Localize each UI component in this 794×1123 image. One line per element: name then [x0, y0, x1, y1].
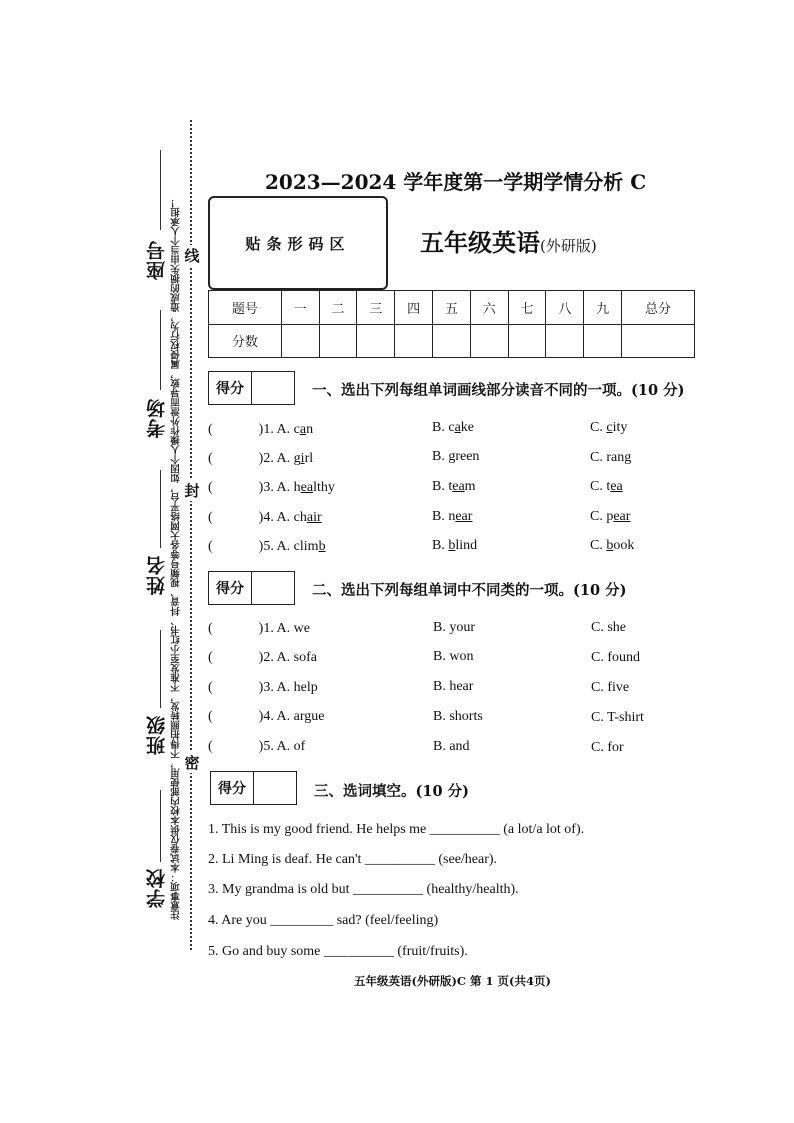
exam-room-line: [160, 310, 161, 390]
answer-paren: (: [208, 451, 213, 466]
cut-word-line: 线: [184, 247, 200, 265]
score-table-cell: 九: [584, 291, 622, 325]
option-a-underlined: i: [300, 451, 305, 466]
option-c-text: C.: [590, 420, 607, 435]
score-table-cell: 一: [281, 291, 319, 325]
option-c: [590, 479, 623, 495]
section1-score-box: [208, 371, 295, 405]
question-number: )1. A.: [258, 422, 294, 437]
option-b: B. your: [433, 620, 475, 635]
cut-word-secret: 密: [184, 754, 200, 772]
edition-label: (外研版): [540, 237, 597, 255]
answer-paren: (: [208, 621, 213, 636]
option-c: C. T-shirt: [591, 710, 644, 725]
option-b-text: lind: [455, 538, 478, 553]
subject-title: [420, 223, 597, 258]
seat-number-line: [160, 150, 161, 230]
exam-title: 2023—2024 学年度第一学期学情分析 C: [265, 170, 647, 194]
question-row: [208, 709, 325, 725]
fill-question: 1. This is my good friend. He helps me __________ (a lot/a lot of).: [208, 822, 585, 837]
option-b: [432, 479, 476, 495]
option-a-text: lthy: [313, 480, 335, 495]
score-table-cell: 八: [546, 291, 584, 325]
option-a-underlined: b: [318, 539, 326, 554]
option-a: )5. A. of: [258, 739, 306, 754]
answer-paren: (: [208, 739, 213, 754]
school-line: [160, 790, 161, 862]
question-row: [208, 422, 313, 438]
option-c-text: C. ran: [590, 450, 625, 465]
question-row: [208, 539, 326, 555]
question-row: [208, 510, 322, 526]
question-row: [208, 680, 318, 696]
score-table-cell: 五: [433, 291, 471, 325]
option-a: )2. A. sofa: [258, 650, 317, 665]
option-a: )3. A. help: [258, 680, 318, 695]
fill-question: 2. Li Ming is deaf. He can't __________ (see/hear).: [208, 852, 498, 867]
score-label: 得分: [209, 572, 252, 604]
score-table-header-row: [209, 291, 695, 325]
option-b-text: B. n: [432, 509, 456, 524]
exam-room-label: 考场: [146, 398, 168, 438]
option-a-text: n: [306, 422, 314, 437]
score-table-cell: 二: [319, 291, 357, 325]
option-b-underlined: a: [454, 420, 461, 435]
name-label: 姓名: [146, 555, 168, 595]
section3-title: 三、选词填空。(10 分): [314, 783, 469, 800]
notice-text: 注意事项：本试卷仅供本校内部使用，不得拍照转发，不准发至小红书、抖音、视频号等各大网络平台，如因个人操作外泄而导致，属侵权行为，造成的损失由当个人承担！: [171, 198, 182, 920]
option-c-underlined: g: [624, 450, 632, 465]
option-b: [432, 509, 472, 525]
option-b-text: reen: [455, 449, 480, 464]
option-c: [590, 538, 634, 554]
option-a-text: g: [293, 451, 301, 466]
score-table-cell: 四: [395, 291, 433, 325]
fill-question: 3. My grandma is old but __________ (healthy/health).: [208, 882, 519, 897]
option-b-underlined: b: [448, 538, 456, 553]
score-table: [208, 290, 695, 358]
score-table-cell: 题号: [209, 291, 282, 325]
section2-title: 二、选出下列每组单词中不同类的一项。(10 分): [312, 582, 627, 599]
option-b-underlined: ear: [455, 509, 473, 524]
answer-paren: (: [208, 650, 213, 665]
option-a-text: c: [293, 422, 300, 437]
score-entry-cell: [357, 324, 395, 358]
question-row: [208, 480, 335, 496]
section3-score-box: [210, 771, 297, 805]
school-label: 学校: [146, 868, 168, 908]
score-table-cell: 三: [357, 291, 395, 325]
score-entry-cell: [622, 324, 695, 358]
option-a-underlined: a: [299, 422, 307, 437]
score-table-cell: 六: [470, 291, 508, 325]
option-b-text: B. c: [432, 420, 455, 435]
score-entry-cell: [508, 324, 546, 358]
option-c-underlined: b: [606, 538, 614, 553]
option-c: C. she: [591, 620, 626, 635]
option-c-underlined: ea: [610, 479, 623, 494]
class-line: [160, 630, 161, 708]
question-row: [208, 451, 313, 467]
option-c: C. five: [591, 680, 630, 695]
question-number: )3. A.: [258, 480, 294, 495]
question-row: [208, 650, 317, 666]
option-a: )4. A. argue: [258, 709, 325, 724]
option-a-underlined: air: [306, 510, 322, 525]
fill-question: 5. Go and buy some __________ (fruit/fruits).: [208, 944, 468, 959]
option-c-text: C.: [590, 538, 607, 553]
score-entry-cell: [395, 324, 433, 358]
answer-paren: (: [208, 422, 213, 437]
score-table-score-row: [209, 324, 695, 358]
score-entry-cell: [584, 324, 622, 358]
option-a-text: h: [293, 480, 301, 495]
score-entry-cell: [319, 324, 357, 358]
option-b: B. won: [433, 649, 474, 664]
subject-name: 五年级英语: [420, 228, 540, 257]
option-b: B. and: [433, 739, 470, 754]
option-b-underlined: ea: [452, 479, 465, 494]
score-table-cell: 总分: [622, 291, 695, 325]
option-a-text: ch: [293, 510, 307, 525]
option-b: [432, 449, 479, 465]
section2-score-box: [208, 571, 295, 605]
score-table-cell: 七: [508, 291, 546, 325]
option-a-text: clim: [293, 539, 319, 554]
score-label: 得分: [211, 772, 254, 804]
answer-paren: (: [208, 680, 213, 695]
score-label: 得分: [209, 372, 252, 404]
option-b-underlined: g: [448, 449, 456, 464]
option-c-underlined: c: [606, 420, 613, 435]
option-b: [432, 420, 474, 436]
score-row-label: 分数: [209, 324, 282, 358]
answer-paren: (: [208, 709, 213, 724]
fill-question: 4. Are you _________ sad? (feel/feeling): [208, 913, 439, 928]
score-entry-cell: [546, 324, 584, 358]
option-b-text: B.: [432, 538, 449, 553]
option-c-text: ity: [612, 420, 628, 435]
option-a-underlined: ea: [300, 480, 314, 495]
name-line: [160, 470, 161, 548]
question-row: [208, 621, 310, 637]
page-footer: 五年级英语(外研版)C 第 1 页(共4页): [354, 974, 551, 988]
score-entry-cell: [281, 324, 319, 358]
option-c-text: C. p: [590, 509, 614, 524]
option-c: [590, 420, 627, 436]
section1-title: 一、选出下列每组单词画线部分读音不同的一项。(10 分): [312, 382, 685, 399]
seat-number-label: 座号: [146, 240, 168, 280]
question-number: )5. A.: [258, 539, 294, 554]
option-c-text: C. t: [590, 479, 611, 494]
option-c-underlined: ear: [613, 509, 631, 524]
option-c: C. found: [591, 650, 640, 665]
option-b: [432, 538, 477, 554]
option-b-text: ke: [460, 420, 474, 435]
option-a: )1. A. we: [258, 621, 310, 636]
question-number: )2. A.: [258, 451, 294, 466]
barcode-area: 贴条形码区: [208, 196, 388, 290]
option-b: B. shorts: [433, 709, 483, 724]
cut-word-seal: 封: [184, 482, 200, 500]
question-number: )4. A.: [258, 510, 294, 525]
answer-paren: (: [208, 510, 213, 525]
option-a-text: rl: [304, 451, 314, 466]
answer-paren: (: [208, 480, 213, 495]
option-c: [590, 450, 631, 466]
score-entry-cell: [470, 324, 508, 358]
class-label: 班级: [146, 715, 168, 755]
option-b: B. hear: [433, 679, 474, 694]
option-b-text: m: [464, 479, 476, 494]
score-entry-cell: [433, 324, 471, 358]
option-b-text: B. t: [432, 479, 453, 494]
question-row: [208, 739, 305, 755]
option-c: [590, 509, 630, 525]
option-b-text: B.: [432, 449, 449, 464]
option-c-text: ook: [613, 538, 635, 553]
answer-paren: (: [208, 539, 213, 554]
option-c: C. for: [591, 740, 624, 755]
